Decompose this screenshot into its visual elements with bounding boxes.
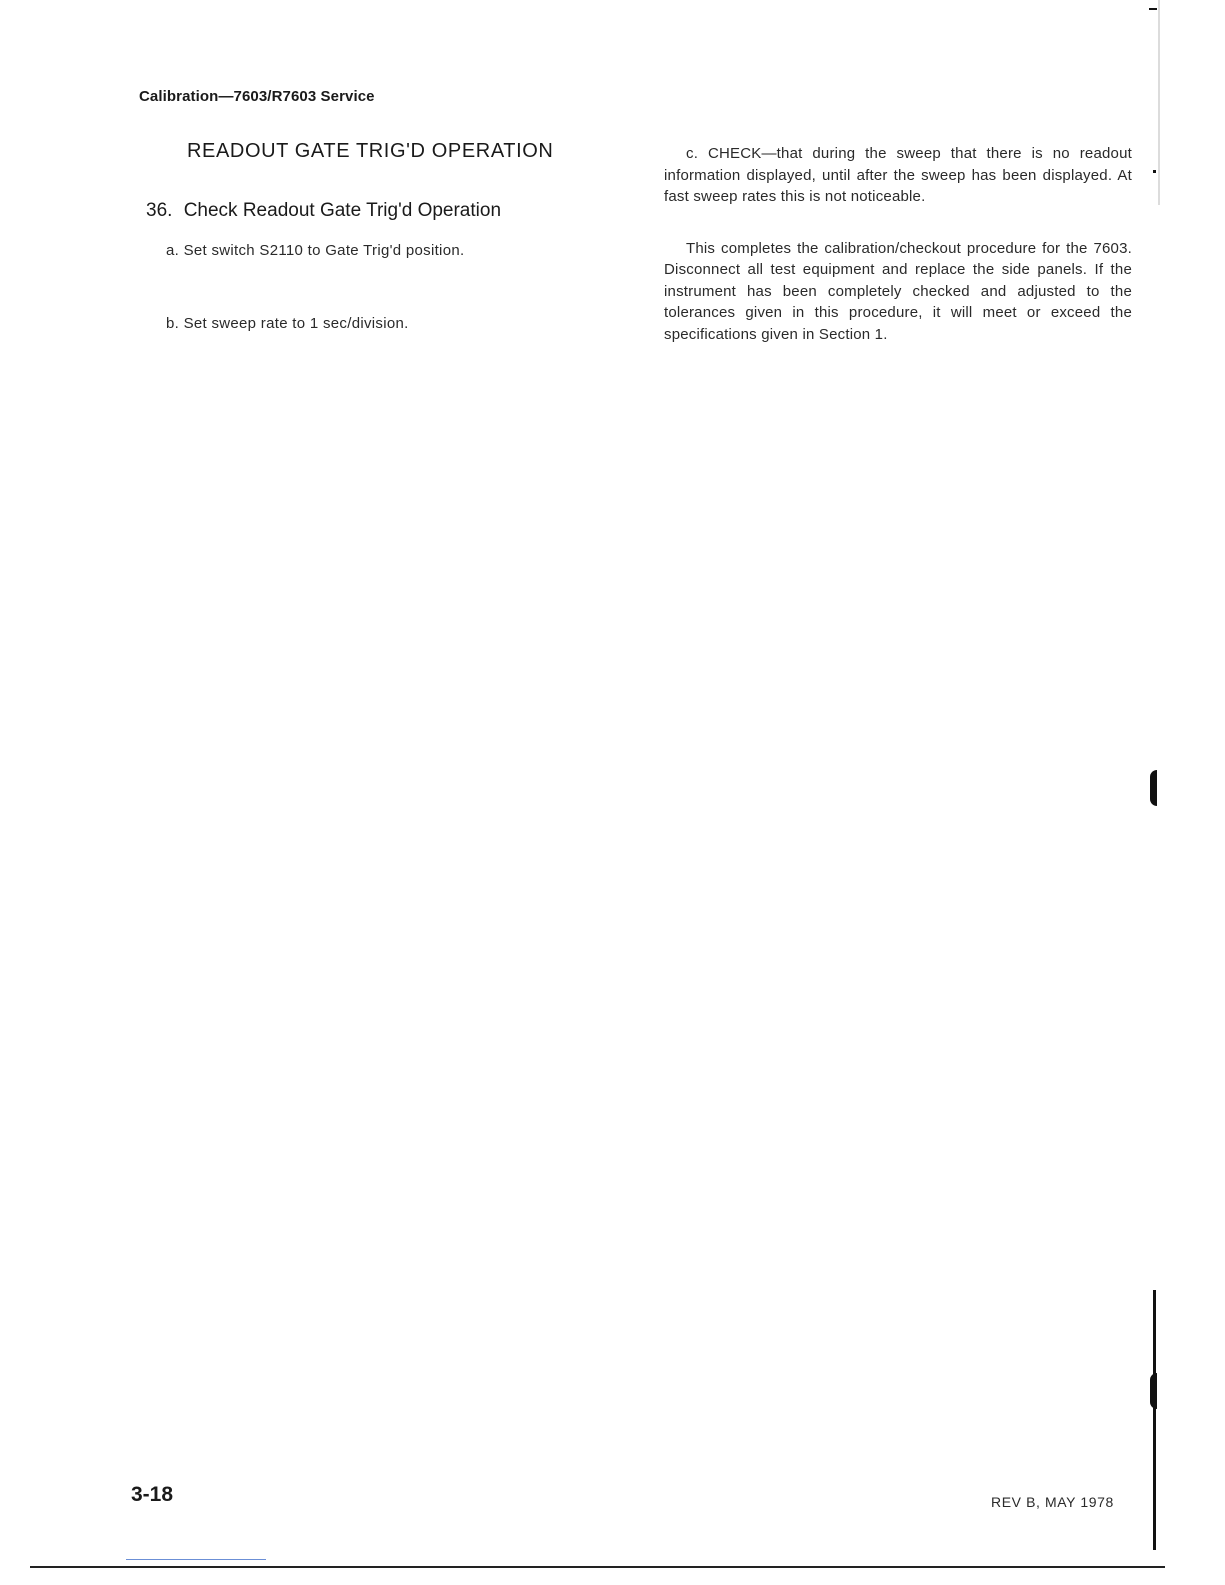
scan-mark-top-right [1149, 8, 1157, 10]
scan-blue-line [126, 1559, 266, 1560]
scan-bottom-line [30, 1566, 1165, 1568]
step-item-b: b. Set sweep rate to 1 sec/division. [166, 315, 409, 332]
closing-paragraph: This completes the calibration/checkout procedure for the 7603. Disconnect all test equipment and replace the side panels. If the instrument has been completely checked and adjusted to the tolerances given in this procedure, it will meet or exceed the specifications given in Section 1. [664, 239, 1132, 343]
scan-mark-dot [1153, 170, 1156, 173]
running-header: Calibration—7603/R7603 Service [139, 88, 375, 105]
scan-edge-line [1153, 1290, 1156, 1550]
step-heading [146, 200, 599, 222]
section-title: READOUT GATE TRIG'D OPERATION [187, 140, 554, 162]
scan-mark-hole-1 [1150, 770, 1157, 806]
page-number: 3-18 [131, 1483, 174, 1506]
scan-edge-top [1158, 0, 1160, 205]
scan-mark-hole-2 [1150, 1373, 1157, 1409]
step-item-a: a. Set switch S2110 to Gate Trig'd position. [166, 242, 465, 259]
step-number: 36. [146, 200, 173, 221]
left-column [139, 140, 599, 332]
step-title: Check Readout Gate Trig'd Operation [183, 200, 502, 221]
right-column [664, 143, 1132, 345]
step-item-c: c. CHECK—that during the sweep that there is no readout information displayed, until after the sweep has been displayed. At fast sweep rates this is not noticeable. [664, 145, 1132, 205]
revision-note: REV B, MAY 1978 [991, 1494, 1114, 1510]
